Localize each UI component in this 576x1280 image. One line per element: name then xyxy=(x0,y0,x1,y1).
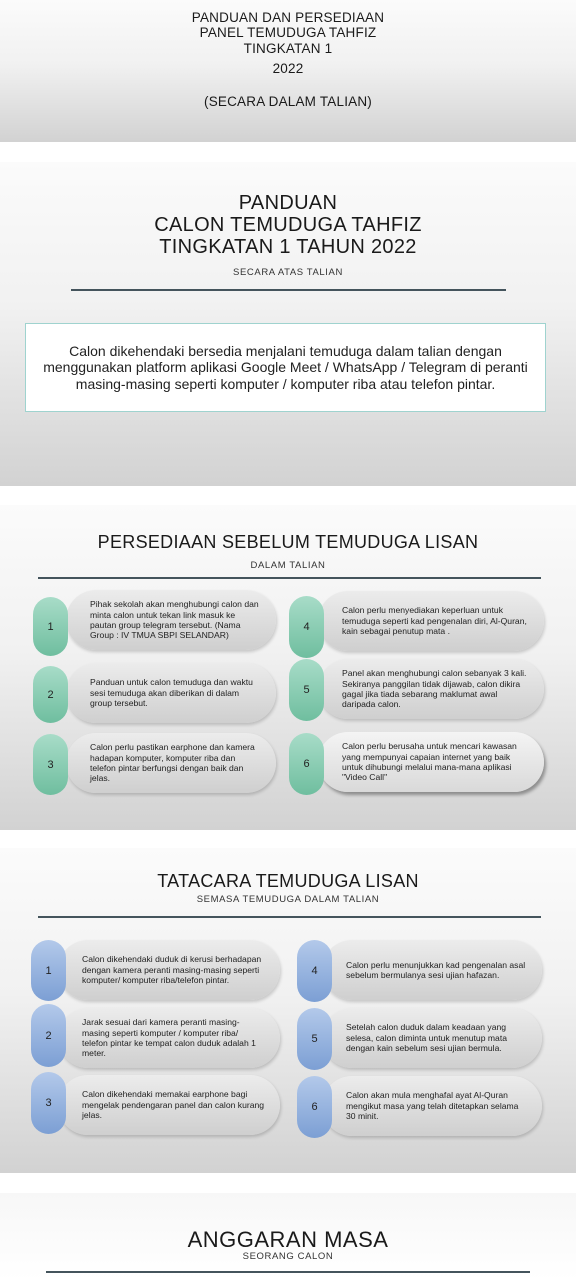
item-text: Calon perlu pastikan earphone dan kamera hadapan komputer, komputer riba dan telefon pintar berfungsi dengan baik dan jelas. xyxy=(90,742,255,784)
cover-line-1: PANDUAN DAN PERSEDIAAN xyxy=(191,10,385,25)
cover-slide xyxy=(0,0,576,142)
procedure-subtitle: SEMASA TEMUDUGA DALAM TALIAN xyxy=(196,894,380,905)
list-item xyxy=(318,659,544,719)
cover-line-4: 2022 xyxy=(272,61,304,76)
number-badge: 5 xyxy=(297,1008,332,1070)
number-badge: 2 xyxy=(31,1004,66,1067)
number-badge: 5 xyxy=(289,659,324,721)
item-text: Calon perlu menyediakan keperluan untuk temuduga seperti kad pengenalan diri, Al-Quran, kain sebagai penutup mata . xyxy=(342,605,527,637)
item-text: Calon perlu berusaha untuk mencari kawasan yang mempunyai capaian internet yang baik untuk dihubungi melalui mana-mana aplikasi "Video Call" xyxy=(342,741,517,783)
item-text: Panduan untuk calon temuduga dan waktu sesi temuduga akan diberikan di dalam group tersebut. xyxy=(90,677,253,709)
item-text: Panel akan menghubungi calon sebanyak 3 kali. Sekiranya panggilan tidak dijawab, calon dikira gagal jika tiada sebarang maklumat awal daripada calon. xyxy=(342,668,527,710)
number-badge: 3 xyxy=(33,734,68,795)
cover-line-2: PANEL TEMUDUGA TAHFIZ xyxy=(199,25,377,40)
item-text: Calon perlu menunjukkan kad pengenalan asal sebelum bermulanya sesi ujian hafazan. xyxy=(346,959,526,980)
number-badge: 6 xyxy=(289,733,324,795)
list-item xyxy=(318,732,544,792)
item-text: Jarak sesuai dari kamera peranti masing-masing seperti komputer / komputer riba/ telefon pintar ke tempat calon duduk adalah 1 meter. xyxy=(82,1017,256,1059)
divider xyxy=(71,289,506,291)
list-item xyxy=(66,733,276,793)
list-item xyxy=(58,940,280,1000)
guide-subtitle: SECARA ATAS TALIAN xyxy=(233,267,343,278)
item-text: Pihak sekolah akan menghubungi calon dan minta calon untuk tekan link masuk ke pautan group telegram tersebut. (Nama Group : IV TMUA SBPI SELANDAR) xyxy=(90,599,259,641)
list-item xyxy=(66,663,276,723)
time-subtitle: SEORANG CALON xyxy=(242,1251,334,1262)
cover-line-3: TINGKATAN 1 xyxy=(243,41,333,56)
list-item xyxy=(318,591,544,651)
number-badge: 1 xyxy=(31,940,66,1001)
procedure-title: TATACARA TEMUDUGA LISAN xyxy=(157,871,419,891)
time-estimate-slide xyxy=(0,1193,576,1280)
item-text: Calon dikehendaki duduk di kerusi berhadapan dengan kamera peranti masing-masing seperti komputer/ komputer riba/telefon pintar. xyxy=(82,954,262,986)
guide-title-3: TINGKATAN 1 TAHUN 2022 xyxy=(159,236,417,258)
preparation-title: PERSEDIAAN SEBELUM TEMUDUGA LISAN xyxy=(97,532,479,552)
list-item xyxy=(58,1075,280,1135)
info-text: Calon dikehendaki bersedia menjalani temuduga dalam talian dengan menggunakan platform aplikasi Google Meet / WhatsApp / Telegram di peranti masing-masing seperti komputer / komputer riba atau telefon pintar. xyxy=(43,342,528,392)
preparation-slide xyxy=(0,505,576,830)
number-badge: 3 xyxy=(31,1072,66,1134)
guide-title-1: PANDUAN xyxy=(238,192,338,214)
divider xyxy=(38,577,541,579)
number-badge: 4 xyxy=(297,940,332,1002)
number-badge: 4 xyxy=(289,596,324,658)
item-text: Setelah calon duduk dalam keadaan yang selesa, calon diminta untuk menutup mata dengan kain sebelum sesi ujian bermula. xyxy=(346,1022,507,1054)
list-item xyxy=(322,940,542,1000)
item-text: Calon akan mula menghafal ayat Al-Quran mengikut masa yang telah ditetapkan selama 30 minit. xyxy=(346,1090,519,1122)
number-badge: 2 xyxy=(33,666,68,723)
list-item xyxy=(322,1008,542,1068)
guide-slide xyxy=(0,162,576,486)
list-item xyxy=(66,590,276,650)
divider xyxy=(46,1271,530,1273)
number-badge: 1 xyxy=(33,597,68,656)
preparation-subtitle: DALAM TALIAN xyxy=(250,560,326,571)
procedure-slide xyxy=(0,848,576,1173)
info-box xyxy=(25,323,546,412)
divider xyxy=(38,916,541,918)
list-item xyxy=(58,1008,280,1068)
guide-title-2: CALON TEMUDUGA TAHFIZ xyxy=(154,214,422,236)
number-badge: 6 xyxy=(297,1076,332,1138)
cover-note: (SECARA DALAM TALIAN) xyxy=(204,94,372,109)
item-text: Calon dikehendaki memakai earphone bagi mengelak pendengaran panel dan calon kurang jelas. xyxy=(82,1089,265,1121)
time-title: ANGGARAN MASA xyxy=(187,1227,389,1252)
list-item xyxy=(322,1076,542,1136)
